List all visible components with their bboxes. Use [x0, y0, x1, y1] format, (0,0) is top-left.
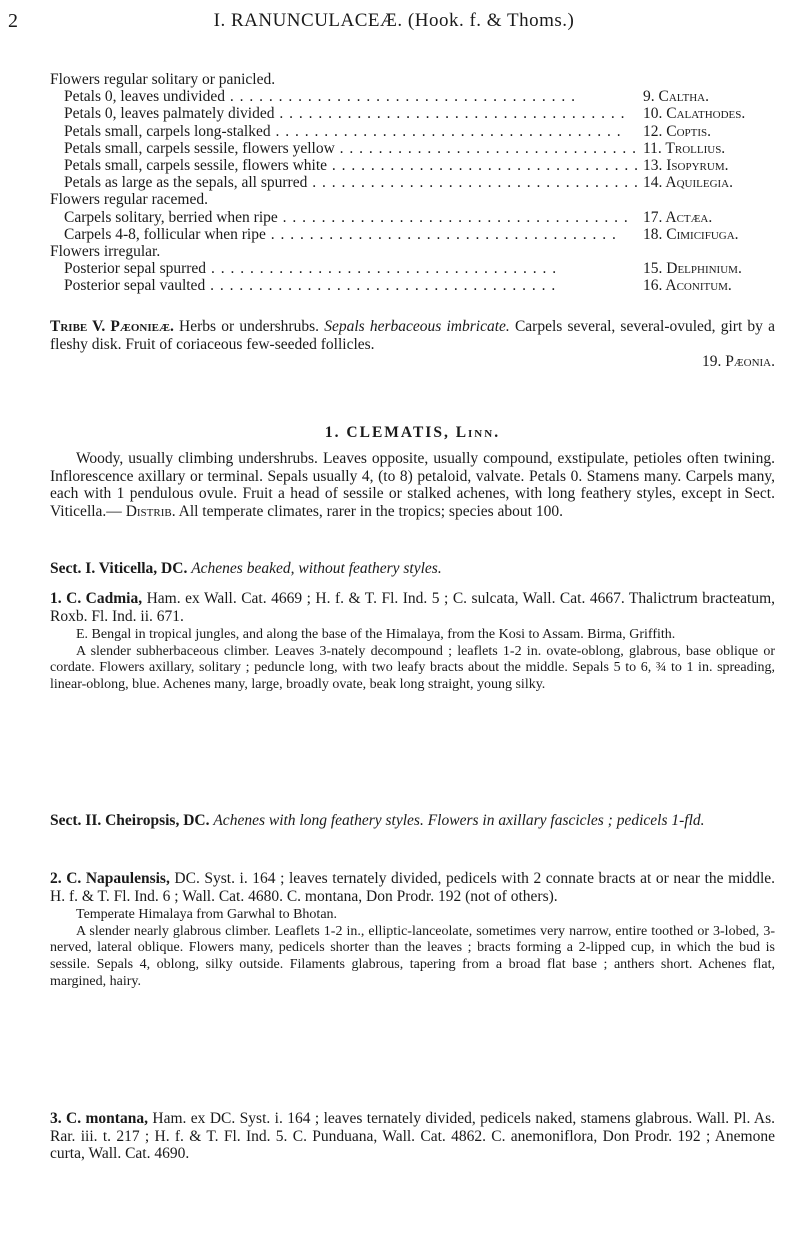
- running-title: I. RANUNCULACEÆ. (Hook. f. & Thoms.): [213, 10, 575, 31]
- page-number: 2: [8, 10, 18, 32]
- tribe-result: 19. Pæonia.: [701, 353, 775, 371]
- species-3: 3. C. montana, Ham. ex DC. Syst. i. 164 ; leaves ternately divided, pedicels naked, stamens glabrous. Wall. Pl. As. Rar. iii. t. 217 ; H. f. & T. Fl. Ind. 5. C. Punduana, Wall. Cat. 4862. C. anemoniflora, Don Prodr. 192 ; Anemone curta, Wall. Cat. 4690.: [50, 1110, 776, 1163]
- key-row: Petals small, carpels sessile, flowers yellow . . . 11. Trollius.: [50, 140, 765, 157]
- key-row: Carpels 4-8, follicular when ripe . . . 18. Cimicifuga.: [50, 226, 765, 243]
- key-row: Posterior sepal spurred . . . 15. Delphinium.: [50, 260, 765, 277]
- species-name: 1. C. Cadmia,: [50, 590, 143, 607]
- key-row: Petals 0, leaves undivided . . . 9. Caltha.: [50, 88, 765, 105]
- key-row: Flowers irregular.: [50, 242, 161, 260]
- key-row: Posterior sepal vaulted . . . 16. Aconitum.: [50, 277, 765, 294]
- key-row: Petals small, carpels long-stalked . . . 12. Coptis.: [50, 123, 765, 140]
- key-row: Petals as large as the sepals, all spurred . . . 14. Aquilegia.: [50, 174, 765, 191]
- page-header: [8, 6, 780, 46]
- key-row: Petals 0, leaves palmately divided . . . 10. Calathodes.: [50, 105, 765, 122]
- tribe-label: Tribe V. Pæonieæ.: [50, 318, 174, 335]
- section-2: Sect. II. Cheiropsis, DC. Achenes with long feathery styles. Flowers in axillary fascicles ; pedicels 1-fld.: [50, 812, 705, 829]
- species-description: A slender subherbaceous climber. Leaves 3-nately decompound ; leaflets 1-2 in. ovate-oblong, glabrous, base oblique or cordate. Flowers axillary, solitary ; peduncle long, with two leafy bracts about the middle. Sepals 5 to 6, ¾ to 1 in. spreading, linear-oblong, blue. Achenes many, large, broadly ovate, beak long straight, young silky.: [50, 643, 775, 692]
- species-distribution: E. Bengal in tropical jungles, and along the base of the Himalaya, from the Kosi to Assam. Birma, Griffith.: [76, 627, 676, 643]
- key-row: Carpels solitary, berried when ripe . . . 17. Actæa.: [50, 209, 765, 226]
- section-heading: Sect. II. Cheiropsis, DC.: [50, 812, 210, 829]
- species-distribution: Temperate Himalaya from Garwhal to Bhotan.: [76, 907, 338, 923]
- genus-heading: 1. CLEMATIS, Linn.: [324, 424, 501, 441]
- key-row: Petals small, carpels sessile, flowers white . . . 13. Isopyrum.: [50, 157, 765, 174]
- section-1: Sect. I. Viticella, DC. Achenes beaked, without feathery styles.: [50, 560, 442, 577]
- species-description: A slender nearly glabrous climber. Leaflets 1-2 in., elliptic-lanceolate, sometimes very narrow, entire toothed or 3-lobed, 3-nerved, lateral oblique. Flowers many, pedicels shorter than the leaves ; bracts forming a 2-lipped cup, in which the bud is sessile. Sepals 4, oblong, silky outside. Filaments glabrous, tapering from a broad flat base ; anthers short. Achenes flat, margined, hairy.: [50, 923, 775, 989]
- species-2: 2. C. Napaulensis, DC. Syst. i. 164 ; leaves ternately divided, pedicels with 2 connate bracts at or near the middle. H. f. & T. Fl. Ind. 6 ; Wall. Cat. 4680. C. montana, Don Prodr. 192 (not of others). Temperate Himalaya from Garwhal to Bhotan. A slender nearly glabrous climber. Leaflets 1-2 in., elliptic-lanceolate, sometimes very narrow, entire toothed or 3-lobed, 3-nerved, lateral oblique. Flowers many, pedicels shorter than the leaves ; bracts forming a 2-lipped cup, in which the bud is sessile. Sepals 4, oblong, silky outside. Filaments glabrous, tapering from a broad flat base ; anthers short. Achenes flat, margined, hairy.: [50, 870, 776, 989]
- section-heading: Sect. I. Viticella, DC.: [50, 560, 188, 577]
- key-row: Flowers regular solitary or panicled.: [50, 71, 276, 88]
- genus-description: Woody, usually climbing undershrubs. Leaves opposite, usually compound, exstipulate, petioles often twining. Inflorescence axillary or terminal. Sepals usually 4, (to 8) petaloid, valvate. Petals 0. Stamens many. Carpels many, each with 1 pendulous ovule. Fruit a head of sessile or stalked achenes, with long feathery styles, except in Sect. Viticella.— Distrib. All temperate climates, rarer in the tropics; species about 100.: [50, 450, 775, 520]
- species-1: 1. C. Cadmia, Ham. ex Wall. Cat. 4669 ; H. f. & T. Fl. Ind. 5 ; C. sulcata, Wall. Cat. 4667. Thalictrum bracteatum, Roxb. Fl. Ind. ii. 671. E. Bengal in tropical jungles, and along the base of the Himalaya, from the Kosi to Assam. Birma, Griffith. A slender subherbaceous climber. Leaves 3-nately decompound ; leaflets 1-2 in. ovate-oblong, glabrous, base oblique or cordate. Flowers axillary, solitary ; peduncle long, with two leafy bracts about the middle. Sepals 5 to 6, ¾ to 1 in. spreading, linear-oblong, blue. Achenes many, large, broadly ovate, beak long straight, young silky.: [50, 590, 776, 692]
- tribe-paragraph: Tribe V. Pæonieæ. Herbs or undershrubs. Sepals herbaceous imbricate. Carpels several, several-ovuled, girt by a fleshy disk. Fruit of coriaceous few-seeded follicles. 19. Pæonia.: [50, 318, 776, 371]
- species-name: 3. C. montana,: [50, 1110, 148, 1127]
- genus-key: [50, 71, 765, 294]
- key-row: Flowers regular racemed.: [50, 191, 208, 209]
- species-name: 2. C. Napaulensis,: [50, 870, 170, 887]
